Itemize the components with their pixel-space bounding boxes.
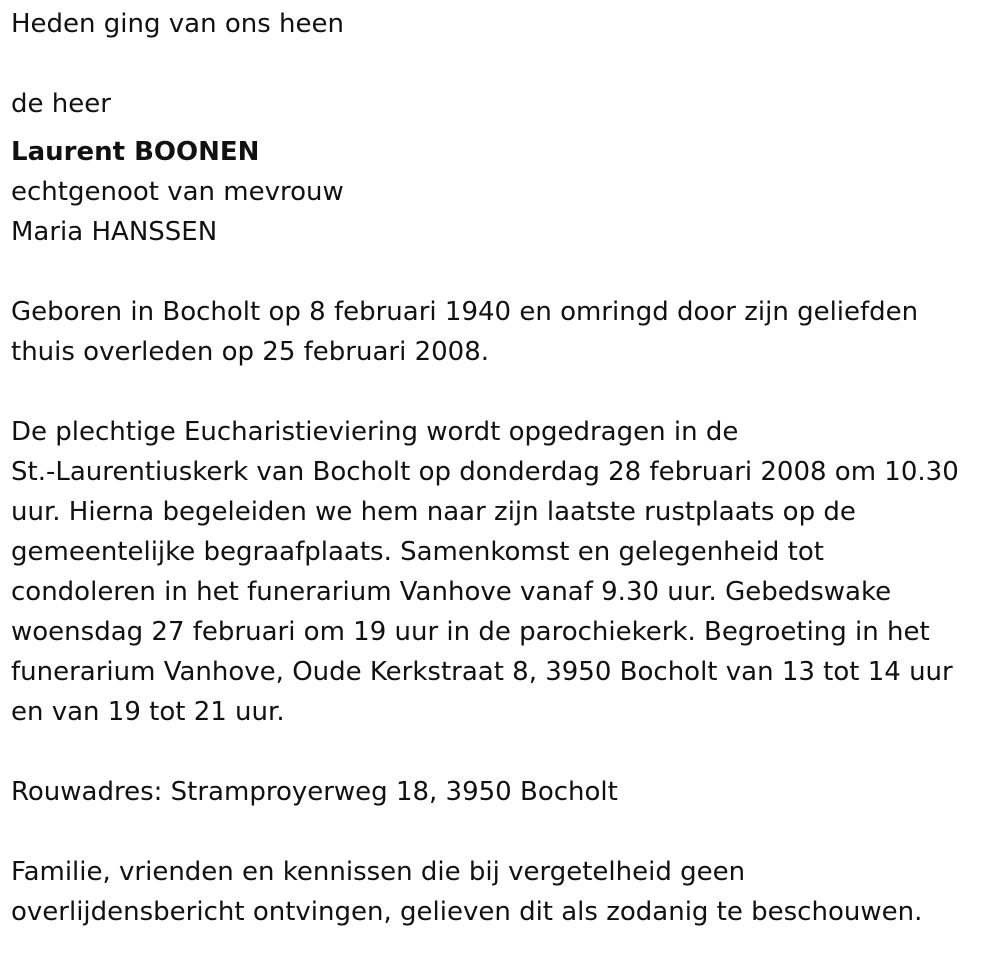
- ceremony-paragraph: [11, 412, 996, 732]
- paragraph-line: en van 19 tot 21 uur.: [11, 697, 285, 727]
- spacer: [11, 44, 996, 84]
- paragraph-line: gemeentelijke begraafplaats. Samenkomst en gelegenheid tot: [11, 537, 824, 567]
- birth-death-paragraph: [11, 292, 996, 372]
- paragraph-line: De plechtige Eucharistieviering wordt opgedragen in de: [11, 417, 739, 447]
- paragraph-line: Geboren in Bocholt op 8 februari 1940 en omringd door zijn geliefden: [11, 297, 919, 327]
- intro-text: Heden ging van ons heen: [11, 9, 344, 39]
- spacer: [11, 252, 996, 292]
- spacer: [11, 812, 996, 852]
- honorific: de heer: [11, 89, 111, 119]
- spacer: [11, 372, 996, 412]
- spouse-name: Maria HANSSEN: [11, 217, 218, 247]
- paragraph-line: thuis overleden op 25 februari 2008.: [11, 337, 490, 367]
- paragraph-line: St.-Laurentiuskerk van Bocholt op donderdag 28 februari 2008 om 10.30: [11, 457, 959, 487]
- paragraph-line: overlijdensbericht ontvingen, gelieven dit als zodanig te beschouwen.: [11, 897, 923, 927]
- paragraph-line: Familie, vrienden en kennissen die bij vergetelheid geen: [11, 857, 746, 887]
- spouse-label: echtgenoot van mevrouw: [11, 177, 344, 207]
- obituary-notice: [11, 4, 996, 932]
- spacer: [11, 732, 996, 772]
- deceased-name: Laurent BOONEN: [11, 137, 260, 167]
- closing-paragraph: [11, 852, 996, 932]
- paragraph-line: funerarium Vanhove, Oude Kerkstraat 8, 3950 Bocholt van 13 tot 14 uur: [11, 657, 953, 687]
- mourning-address: Rouwadres: Stramproyerweg 18, 3950 Bocholt: [11, 777, 618, 807]
- paragraph-line: woensdag 27 februari om 19 uur in de parochiekerk. Begroeting in het: [11, 617, 930, 647]
- paragraph-line: condoleren in het funerarium Vanhove vanaf 9.30 uur. Gebedswake: [11, 577, 892, 607]
- paragraph-line: uur. Hierna begeleiden we hem naar zijn laatste rustplaats op de: [11, 497, 856, 527]
